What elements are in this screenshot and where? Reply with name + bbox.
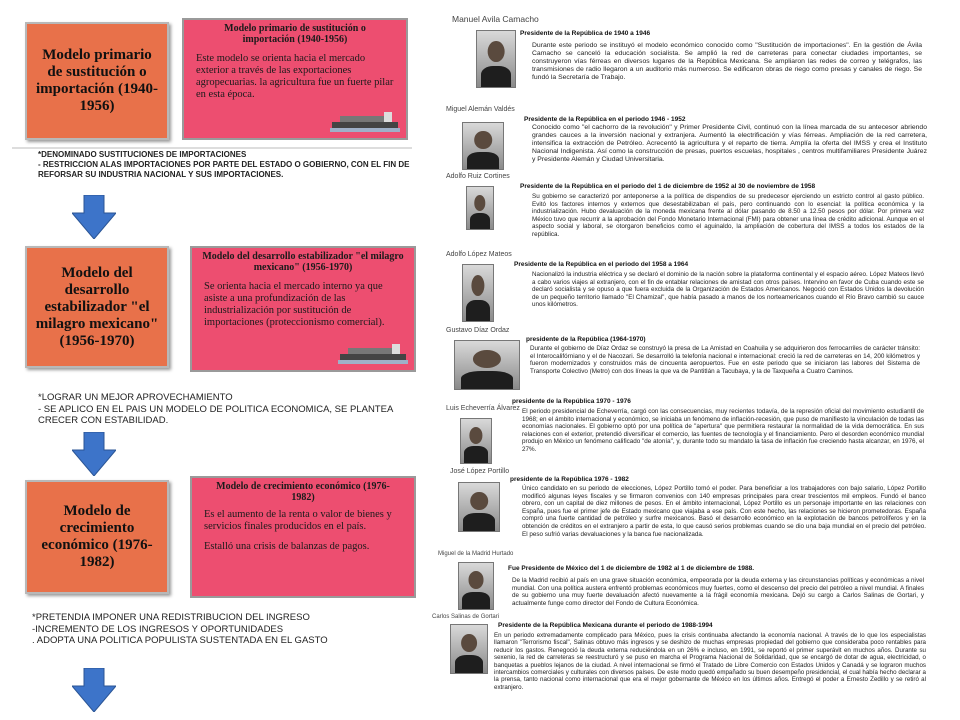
pink-box-text-1: Este modelo se orienta hacia el mercado exterior a través de las exportaciones agropecuarias. la agricultura fue un fuerte pilar en esta época. xyxy=(196,53,394,100)
arrow-down-icon xyxy=(72,668,116,712)
bullet-3-3: . ADOPTA UNA POLITICA POPULISTA SUSTENTADA EN EL GASTO xyxy=(32,635,328,646)
model-title-3: Modelo de crecimiento económico (1976-1982) xyxy=(41,503,153,570)
pink-box-text-3b: Estalló una crisis de balanzas de pagos. xyxy=(204,541,370,552)
president-title: Presidente de la República Mexicana durante el periodo de 1988-1994 xyxy=(498,622,713,629)
president-name: Adolfo Ruiz Cortines xyxy=(446,173,510,180)
president-text: Único candidato en su periodo de elecciones, López Portillo tomó el poder. Para beneficiar a los trabajadores con bajo salario, López Portillo modificó algunas leyes fiscales y se firmaron convenios con 140 empresas principales para crear trescientos mil empleos. Fundó el banco obrero, con un capital de diez millones de pesos. En el ámbito internacional, López Portillo es un personaje importante en las relaciones con España, pues fue el primer jefe de Estado mexicano que viajaba a ese país. Con este hecho, las relaciones se hicieron prometedoras. España compró una fuerte cantidad de petróleo y surfre mexicanos. Basó el desarrollo económico en la explotación de bancos petrolíferos y en la obtención de créditos en el extranjero a partir de esta, lo que causó serios problemas cuando se dio una baja mundial en el precio del petróleo. El peso sufrió varias devaluaciones y la banca fue nacionalizada. xyxy=(522,485,926,538)
president-text: Conocido como "el cachorro de la revolución" y Primer Presidente Civil, continuó con la línea marcada de su antecesor abriendo grandes cauces a la inversión nacional y extranjera. Aumentó la electrificación y vías férreas. Ampliación de la red carretera, intensifica la extracción de Petróleo. Acrecentó la agricultura y el reparto de tierra. Amplía la oferta del IMSS y crea el Instituto Nacional Indigenista. Así como la construcción de presas, puertos escuelas, hospitales , centros multifamiliares Presidente Juárez y Presidente Alemán y Ciudad Universitaria. xyxy=(532,124,927,163)
president-photo xyxy=(454,340,520,390)
president-name: Miguel Alemán Valdés xyxy=(446,106,515,113)
president-title: Presidente de la República en el periodo 1946 - 1952 xyxy=(524,116,686,123)
pink-box-text-2: Se orienta hacia el mercado interno ya que asiste a una profundización de las industrialización por sustitución de importaciones (proteccionismo comercial). xyxy=(204,281,385,328)
bullet-3-1: *PRETENDIA IMPONER UNA REDISTRIBUCION DEL INGRESO xyxy=(32,612,310,623)
president-name: Luis Echeverría Álvarez xyxy=(446,405,520,412)
bullets-2 xyxy=(38,392,408,427)
bullet-1-1: *DENOMINADO SUSTITUCIONES DE IMPORTACIONES xyxy=(38,150,247,159)
president-text: Su gobierno se caracterizó por anteponerse a la política de dispendios de su predecesor ejerciendo un estricto control al gasto público. Evitó los factores internos y externos que desestabilizaban el país, pero continuando con lo esencial: la política económica y la industrialización. Hubo devaluación de la moneda mexicana frente al dólar pasando de 8.50 a 12.50 pesos por dólar. Por primera vez México tuvo que recurrir a la aprobación del Fondo Monetario Internacional (FMI) para obtener una línea de crédito adicional. Aunque en el aspecto social y laboral, se otorgaron beneficios como el aguinaldo, la ampliación de cobertura del IMSS a todos los estados de la república. xyxy=(532,193,924,238)
president-title: Presidente de la República en el periodo del 1 de diciembre de 1952 al 30 de noviembre de 1958 xyxy=(520,183,816,190)
model-box-1 xyxy=(25,22,169,140)
bullet-1-2: - RESTRICCION ALAS IMPORTACIONES POR PARTE DEL ESTADO O GOBIERNO, CON EL FIN DE REFORSAR SU INDUSTRIA NACIONAL Y SUS IMPORTACIONES. xyxy=(38,160,410,179)
pink-box-1 xyxy=(182,18,408,140)
president-title: Fue Presidente de México del 1 de diciembre de 1982 al 1 de diciembre de 1988. xyxy=(508,565,755,572)
president-name: Carlos Salinas de Gortari xyxy=(432,614,500,620)
cargo-ship-icon xyxy=(338,340,408,364)
president-name: Adolfo López Mateos xyxy=(446,251,512,258)
president-text: El periodo presidencial de Echeverría, cargó con las consecuencias, muy recientes todavía, de la represión oficial del movimiento estudiantil de 1968; en el ámbito internacional y económico, se iniciaba un fenómeno de inflación-recesión, que puso de manifiesto la vinculación de todas las economías nacionales. El gobierno optó por una política de "apertura" que permitiera restaurar la normalidad de la vida democrática. En sus relaciones con el exterior, pretendió diversificar el comercio, las fuentes de tecnología y el financiamiento. Pero el desorden económico mundial produjo en México un fenómeno calificado "de atonía", y, durante todo su mandato la tasa de inflación fue creciendo hasta alcanzar, en 1976, el 27%. xyxy=(522,408,924,453)
president-photo xyxy=(450,624,488,674)
bullet-3-2: -INCREMENTO DE LOS INGRESOS Y OPORTUNIDADES xyxy=(32,623,284,635)
model-title-2: Modelo del desarrollo estabilizador "el milagro mexicano" (1956-1970) xyxy=(35,264,159,349)
bullet-2-1: *LOGRAR UN MEJOR APROVECHAMIENTO xyxy=(38,392,233,403)
arrow-down-icon xyxy=(72,432,116,476)
president-title: Presidente de la República en el periodo del 1958 a 1964 xyxy=(514,261,689,268)
bullets-3 xyxy=(32,612,412,647)
president-name: Manuel Avila Camacho xyxy=(452,14,539,24)
president-name: Gustavo Díaz Ordaz xyxy=(446,327,510,334)
president-photo xyxy=(458,562,494,610)
president-photo xyxy=(462,264,494,322)
president-photo xyxy=(476,30,516,88)
pink-box-text-3: Es el aumento de la renta o valor de bienes y servicios finales producidos en el país. xyxy=(204,509,392,532)
president-text: Nacionalizó la industria eléctrica y se declaró el dominio de la nación sobre la plataforma continental y el espacio aéreo. López Mateos llevó a cabo varios viajes al extranjero, con el fin de entablar relaciones de amistad con otros países. Intervino en favor de Cuba cuando este se declaró socialista y se opuso a que fuera excluida de la Organización de Estados Americanos. Negoció con Estados Unidos la devolución de un pequeño territorio llamado "El Chamizal", que había pasado a manos de los norteamericanos cuando el Río Bravo cambió su cauce unos kilómetros. xyxy=(532,271,924,309)
president-text: De la Madrid recibió al país en una grave situación económica, empeorada por la deuda externa y las circunstancias políticas y económicas a nivel mundial. Con una política austera enfrentó problemas económicos muy fuertes, como el descenso del precio del petróleo a nivel mundial. A finales de su gobierno una muy fuerte devaluación afectó nuevamente a la frágil economía mexicana. Dejó su cargo a Carlos Salinas de Gortari, y actualmente funge como director del Fondo de Cultura Económica. xyxy=(512,577,924,607)
divider xyxy=(12,147,412,149)
president-title: presidente de la República (1964-1970) xyxy=(526,336,646,343)
pink-box-title-2: Modelo del desarrollo estabilizador "el milagro mexicano" (1956-1970) xyxy=(202,251,404,273)
president-text: Durante el gobierno de Díaz Ordaz se construyó la presa de La Amistad en Coahuila y se adquirieron dos ferrocarriles de carácter tránsito: el Interocalifórniano y el de Nacozari. Se desarrolló la telefonía nacional e internacional: creció la red de carreteras en 14, 200 kilómetros y fueron modernizados y construidos más de cincuenta aeropuertos. Fue en este periodo que se iniciaron las labores del Sistema de Transporte Colectivo (Metro) con dos líneas la que va de Pantitlán a Tacubaya, y la de Taxqueña a Cuatro Caminos. xyxy=(530,345,920,375)
pink-box-title-1: Modelo primario de sustitución o importación (1940-1956) xyxy=(224,23,366,45)
bullet-2-2: - SE APLICO EN EL PAIS UN MODELO DE POLITICA ECONOMICA, SE PLANTEA CRECER CON ESTABILIDAD. xyxy=(38,403,393,426)
president-title: presidente de la República 1976 - 1982 xyxy=(510,476,629,483)
cargo-ship-icon xyxy=(330,108,400,132)
president-photo xyxy=(460,418,492,464)
president-name: José López Portillo xyxy=(450,468,510,475)
model-box-3 xyxy=(25,480,169,594)
president-title: presidente de la República 1970 - 1976 xyxy=(512,398,631,405)
model-box-2 xyxy=(25,246,169,368)
president-text: En un periodo extremadamente complicado para México, pues la crisis continuaba afectando la economía nacional. A través de lo que los especialistas llamaron "Terrorismo fiscal", Salinas obtuvo más ingresos y se deshizo de muchas empresas propiedad del gobierno que consideraba poco rentables para reducir los gastos. Renegoció la deuda externa reduciéndola en un 26% e incluso, en 1991, se reportó el primer superávit en muchos años. Durante su sexenio, la red de carreteras se reestructuró y se puso en marcha el Programa Nacional de Solidaridad, que se encargó de dotar de agua, electricidad, o banquetas a pueblos lejanos de la ciudad. A nivel internacional se firmó el Tratado de Libre Comercio con Estados Unidos y Canadá y se lograron muchos intercambios comerciales y culturales con diversos países. De este modo quedó empañado su buen desempeño presidencial, el cual había hecho declarar a la prensa, tanto nacional como internacional que era el mejor gobernante de México en los últimos años. Entregó el poder a Ernesto Zedillo y se retiró al extranjero. xyxy=(494,632,926,691)
president-photo xyxy=(466,186,494,230)
president-title: Presidente de la República de 1940 a 1946 xyxy=(520,30,651,37)
president-name: Miguel de la Madrid Hurtado xyxy=(438,551,514,557)
president-photo xyxy=(462,122,504,170)
president-photo xyxy=(458,482,500,532)
pink-box-3 xyxy=(190,476,416,598)
arrow-down-icon xyxy=(72,195,116,239)
model-title-1: Modelo primario de sustitución o importación (1940-1956) xyxy=(35,47,159,114)
bullets-1 xyxy=(38,150,410,180)
president-text: Durante este periodo se instituyó el modelo económico conocido como "Sustitución de importaciones". En la gestión de Ávila Camacho se canceló la educación socialista. Se amplió la red de carreteras para conectar ciudades importantes, se construyeron vías férreas en diversos lugares de la República Mexicana. Se ampliaron las redes de correo y telégrafos, las transmisiones de radio llegaron a un auditorio más numeroso. Se edificaron obras de riego como presas y canales de riego. Se fundó la Secretaría de Trabajo. xyxy=(532,42,922,81)
pink-box-2 xyxy=(190,246,416,372)
pink-box-title-3: Modelo de crecimiento económico (1976-1982) xyxy=(216,481,390,503)
